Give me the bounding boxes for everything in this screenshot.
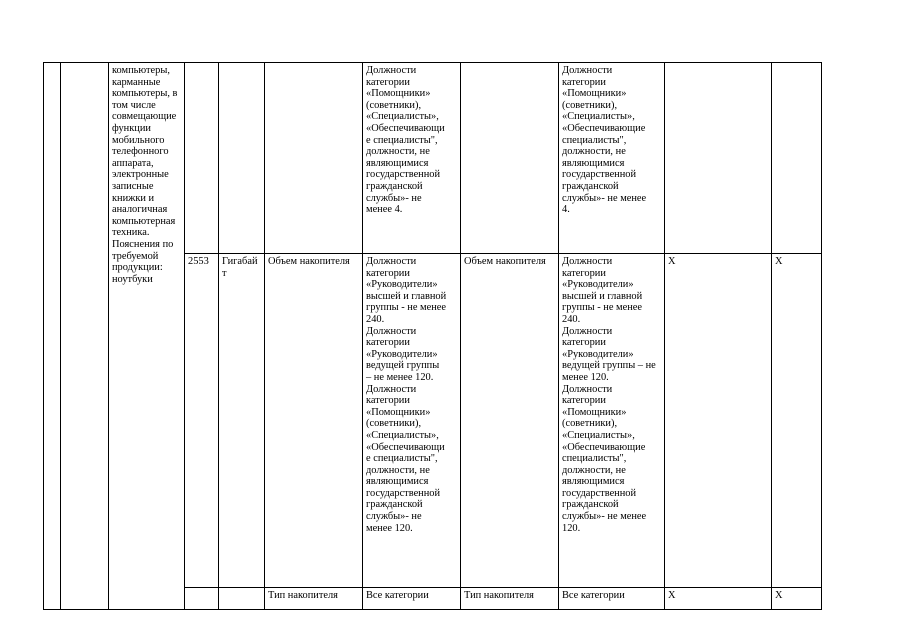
product-description-cell: компьютеры, карманные компьютеры, в том числе совмещающие функции мобильного телефонного аппарата, электронные записные книжки и аналогичная компьютерная техника. Пояснения по требуемой продукции: ноутбуки <box>109 63 185 610</box>
value-cell: Должности категории «Руководители» высшей и главной группы - не менее 240. Должности категории «Руководители» ведущей группы – не менее 120. Должности категории «Помощники» (советники), «Специалисты», «Обеспечивающи е специалисты", должности, не являющимися государственной гражданской службы»- не менее 120. <box>363 254 461 588</box>
unit-cell <box>219 588 265 610</box>
value-cell: Должности категории «Помощники» (советники), «Специалисты», «Обеспечивающи е специалисты", должности, не являющимися государственной гражданской службы»- не менее 4. <box>363 63 461 254</box>
requirements-table <box>43 62 822 610</box>
empty-cell <box>44 63 61 610</box>
value-cell: Все категории <box>559 588 665 610</box>
value-cell: Должности категории «Руководители» высшей и главной группы - не менее 240. Должности категории «Руководители» ведущей группы – не менее 120. Должности категории «Помощники» (советники), «Специалисты», «Обеспечивающие специалисты", должности, не являющимися государственной гражданской службы»- не менее 120. <box>559 254 665 588</box>
characteristic-cell <box>461 63 559 254</box>
value-cell: Должности категории «Помощники» (советники), «Специалисты», «Обеспечивающие специалисты", должности, не являющимися государственной гражданской службы»- не менее 4. <box>559 63 665 254</box>
empty-cell <box>61 63 109 610</box>
characteristic-cell: Объем накопителя <box>265 254 363 588</box>
characteristic-cell: Тип накопителя <box>265 588 363 610</box>
mark-cell: X <box>665 588 772 610</box>
characteristic-cell <box>265 63 363 254</box>
characteristic-cell: Тип накопителя <box>461 588 559 610</box>
mark-cell: X <box>772 254 822 588</box>
mark-cell: X <box>665 254 772 588</box>
unit-cell <box>219 63 265 254</box>
code-cell: 2553 <box>185 254 219 588</box>
value-cell: Все категории <box>363 588 461 610</box>
mark-cell <box>772 63 822 254</box>
code-cell <box>185 588 219 610</box>
mark-cell <box>665 63 772 254</box>
unit-cell: Гигабай т <box>219 254 265 588</box>
characteristic-cell: Объем накопителя <box>461 254 559 588</box>
mark-cell: X <box>772 588 822 610</box>
code-cell <box>185 63 219 254</box>
table-row <box>44 63 822 254</box>
